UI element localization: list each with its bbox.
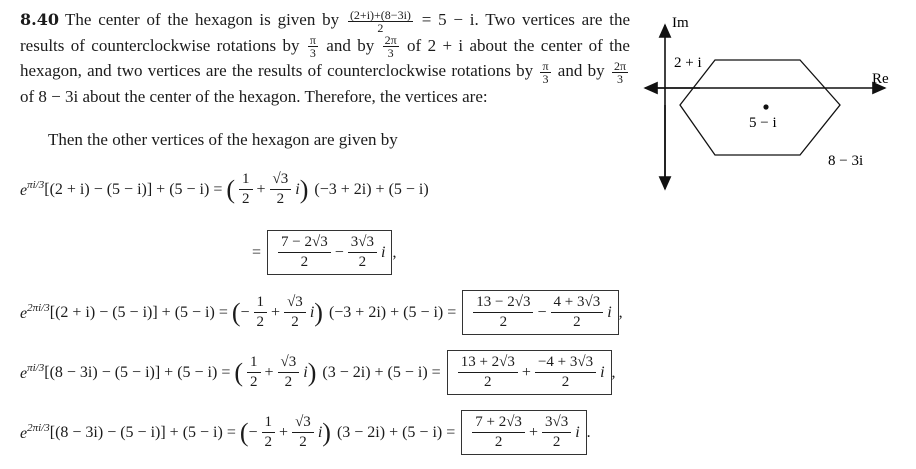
coef-fraction: 1 2 — [239, 170, 253, 209]
equation-2: $e^{2\pi i/3}$ [(2 + i) − (5 − i)] + (5 − i) = ( − $\frac{1}{2}$ + $\frac{√3}{2}$ i ) (−3 + 2i) + (5 − i) = 13 − 2√3 2 − $\frac{4 + 3√3}{2}$ i , — [20, 290, 623, 335]
equation-1-result: = 7 − 2√3 2 − $\frac{3√3}{2}$ i , — [252, 230, 396, 275]
center-fraction — [348, 9, 413, 34]
close-paren: ) — [299, 174, 309, 204]
label-center: 5 − i — [749, 115, 777, 131]
result-box: 13 + 2√3 2 + $\frac{-4 + 3√3}{2}$ i — [447, 350, 612, 395]
imag-unit: i — [295, 180, 300, 198]
fraction-denominator: 2 — [377, 20, 384, 35]
equation-3: $e^{\pi i/3}$ [(8 − 3i) − (5 − i)] + (5 − i) = ( 1 2 + $\frac{√3}{2}$ i ) (3 − 2i) + (5 − i) = 13 + 2√3 2 + $\frac{-4 + 3√3}{2}$ i , — [20, 350, 616, 395]
problem-paragraph: 8.40 The center of the hexagon is given by $\frac{(2+i)+(8-3i)}{2}$ = 5 − i. Two vertices are the results of counterclockwise rotations by $\frac{\pi}{3}$ and by $\frac{2\pi}{3}$ of 2 + i about the center of the hexagon, and two vertices are the results of counterclockwise rotations by $\frac{\pi}{3}$ and by $\frac{2\pi}{3}$ of 8 − 3i about the center of the hexagon. Therefore, the vertices are: — [20, 7, 630, 106]
angle-fraction: $\frac{2\pi}{3}$ — [613, 58, 626, 86]
euler-term: $e^{2\pi i/3}$ — [20, 302, 50, 322]
label-re: Re — [872, 71, 889, 87]
result-box: 13 − 2√3 2 − $\frac{4 + 3√3}{2}$ i — [462, 290, 618, 335]
hexagon-shape — [680, 60, 840, 155]
coef-fraction: $\frac{√3}{2}$ — [270, 170, 292, 209]
euler-term: $e^{2\pi i/3}$ — [20, 422, 50, 442]
angle-fraction: $\frac{2\pi}{3}$ — [384, 33, 397, 61]
result-box: 7 − 2√3 2 − $\frac{3√3}{2}$ i — [267, 230, 392, 275]
exponent: πi/3 — [27, 179, 45, 191]
text-part: The center of the hexagon is given by — [64, 10, 346, 29]
fraction-numerator: (2+i)+(8−3i) — [349, 7, 411, 22]
hexagon-diagram — [640, 5, 910, 205]
then-statement: Then the other vertices of the hexagon are given by — [48, 130, 398, 149]
text-part: = 5 − i. Two vertices are the results of counterclockwise rotations by — [20, 10, 630, 55]
angle-fraction: $\frac{\pi}{3}$ — [309, 33, 316, 61]
equation-lhs: [(2 + i) − (5 − i)] + (5 − i) = — [44, 180, 223, 198]
label-im: Im — [672, 15, 689, 31]
problem-number: 8.40 — [20, 10, 59, 29]
center-dot — [763, 104, 768, 109]
equation-rest: (−3 + 2i) + (5 − i) — [314, 180, 429, 198]
angle-fraction: $\frac{\pi}{3}$ — [542, 58, 549, 86]
equation-4: $e^{2\pi i/3}$ [(8 − 3i) − (5 − i)] + (5 − i) = ( − $\frac{1}{2}$ + $\frac{√3}{2}$ i ) (3 − 2i) + (5 − i) = 7 + 2√3 2 + $\frac{3√3}{2}$ i . — [20, 410, 591, 455]
euler-term: $e^{\pi i/3}$ — [20, 179, 45, 199]
open-paren: ( — [226, 174, 236, 204]
label-vertex-a: 2 + i — [674, 55, 702, 71]
equation-1 — [20, 170, 429, 209]
euler-term: $e^{\pi i/3}$ — [20, 362, 45, 382]
plus: + — [256, 180, 266, 198]
result-box: 7 + 2√3 2 + $\frac{3√3}{2}$ i — [461, 410, 586, 455]
equals: = — [252, 243, 262, 261]
label-vertex-b: 8 − 3i — [828, 153, 864, 169]
